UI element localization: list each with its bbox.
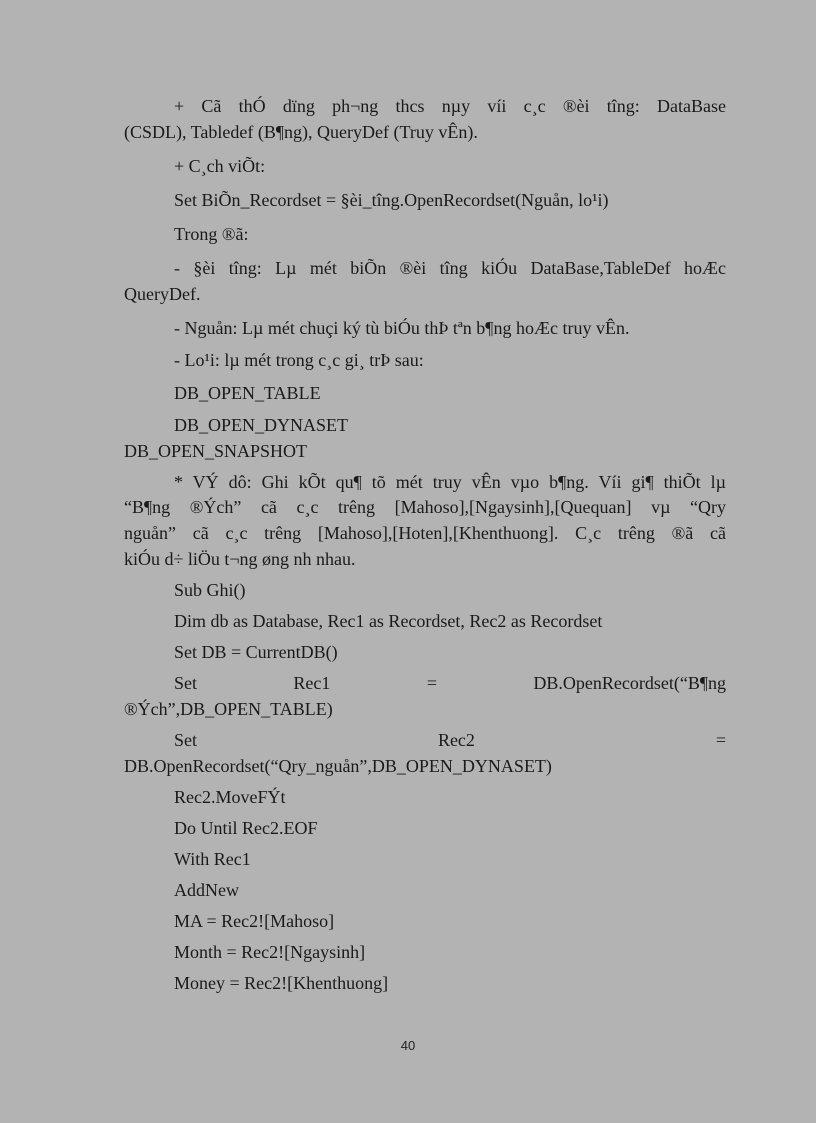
text-line: - Nguån: Lµ mét chuçi ký tù biÓu thÞ tªn b¶ng hoÆc truy vÊn. [174, 318, 630, 338]
code-word: Rec2 [437, 730, 475, 750]
text-line: + C¸ch viÕt: [174, 156, 266, 176]
code-line: Set DB = CurrentDB() [174, 642, 338, 662]
code-word: DB.OpenRecordset(“B¶ng [533, 673, 726, 693]
code-line: With Rec1 [174, 849, 251, 869]
code-line: Money = Rec2![Khenthuong] [174, 973, 389, 993]
code-line: MA = Rec2![Mahoso] [174, 911, 335, 931]
code-line-set-rec1 [174, 672, 726, 694]
code-line: ®Ých”,DB_OPEN_TABLE) [124, 699, 333, 719]
text-line: * VÝ dô: Ghi kÕt qu¶ tõ mét truy vÊn vµo b¶ng. Víi gi¶ thiÕt lµ [174, 472, 726, 492]
code-line: Sub Ghi() [174, 580, 246, 600]
text-line: (CSDL), Tabledef (B¶ng), QueryDef (Truy vÊn). [124, 122, 478, 142]
text-line: Trong ®ã: [174, 224, 249, 244]
text-line: QueryDef. [124, 284, 201, 304]
code-line: DB_OPEN_DYNASET [174, 415, 349, 435]
code-line: Rec2.MoveFÝt [174, 787, 286, 807]
text-line: Set BiÕn_Recordset = §èi_tîng.OpenRecordset(Nguån, lo¹i) [174, 190, 609, 210]
text-line: - §èi tîng: Lµ mét biÕn ®èi tîng kiÓu DataBase,TableDef hoÆc [174, 258, 726, 278]
code-line: DB_OPEN_TABLE [174, 383, 321, 403]
code-line: DB_OPEN_SNAPSHOT [124, 441, 308, 461]
code-line-set-rec2 [174, 729, 726, 751]
page-number: 40 [400, 1038, 416, 1053]
code-word: Set [174, 673, 198, 693]
text-line: - Lo¹i: lµ mét trong c¸c gi¸ trÞ sau: [174, 350, 424, 370]
code-word: Set [174, 730, 198, 750]
code-word: = [715, 730, 726, 750]
text-line: nguån” cã c¸c trêng [Mahoso],[Hoten],[Khenthuong]. C¸c trêng ®ã cã [124, 523, 726, 543]
code-line: Do Until Rec2.EOF [174, 818, 318, 838]
code-line: AddNew [174, 880, 239, 900]
code-line: Dim db as Database, Rec1 as Recordset, Rec2 as Recordset [174, 611, 603, 631]
text-line: “B¶ng ®Ých” cã c¸c trêng [Mahoso],[Ngaysinh],[Quequan] vµ “Qry [124, 497, 726, 517]
text-line: + Cã thÓ dïng ph¬ng thcs nµy víi c¸c ®èi tîng: DataBase [174, 96, 726, 116]
code-line: Month = Rec2![Ngaysinh] [174, 942, 366, 962]
code-line: DB.OpenRecordset(“Qry_nguån”,DB_OPEN_DYNASET) [124, 756, 552, 776]
code-word: Rec1 [293, 673, 331, 693]
code-word: = [426, 673, 437, 693]
text-line: kiÓu d÷ liÖu t¬ng øng nh nhau. [124, 549, 356, 569]
